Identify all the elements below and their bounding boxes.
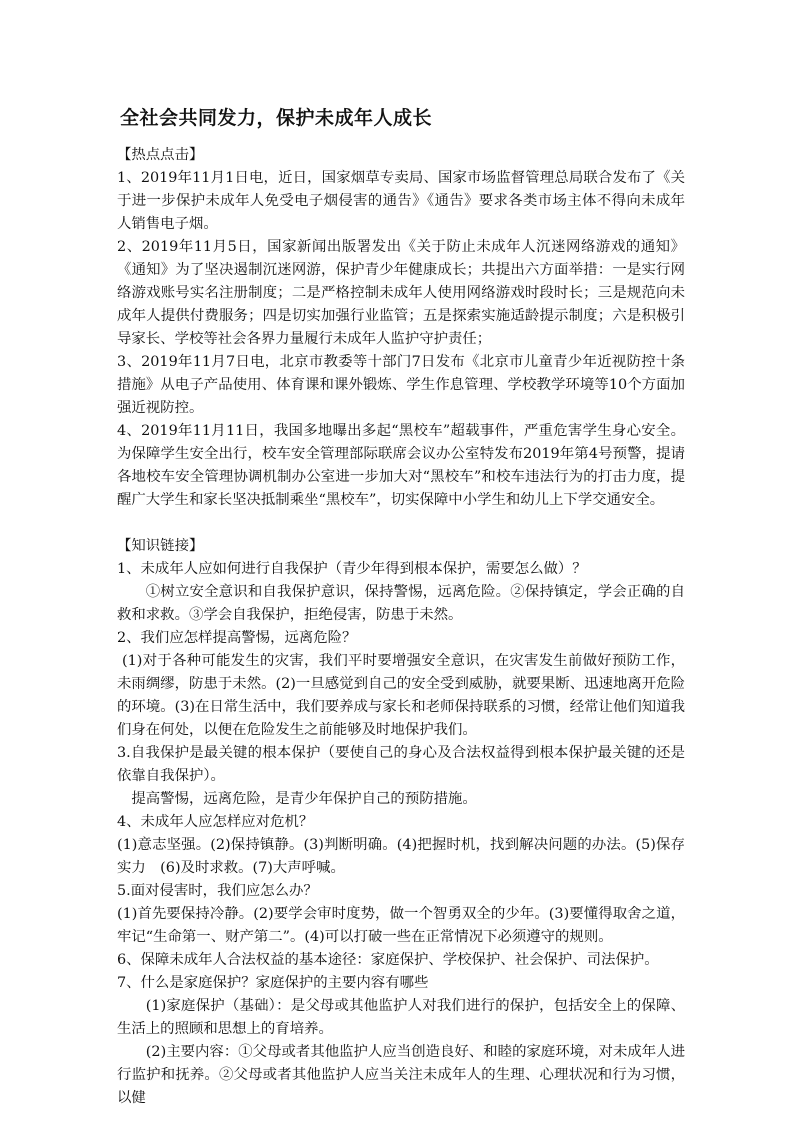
question-1: 1、未成年人应如何进行自我保护（青少年得到根本保护，需要怎么做）？ [117,561,587,577]
question-6: 6、保障未成年人合法权益的基本途径：家庭保护、学校保护、社会保护、司法保护。 [117,952,659,968]
answer-4: (1)意志坚强。(2)保持镇静。(3)判断明确。(4)把握时机，找到解决问题的办法。(5)保存实力 (6)及时求救。(7)大声呼喊。 [117,837,685,876]
answer-1: ①树立安全意识和自我保护意识，保持警惕，远离危险。②保持镇定，学会正确的自救和求救。③学会自我保护，拒绝侵害，防患于未然。 [117,584,685,623]
answer-2: (1)对于各种可能发生的灾害，我们平时要增强安全意识，在灾害发生前做好预防工作，未雨绸缪，防患于未然。(2)一旦感觉到自己的安全受到威胁，就要果断、迅速地离开危险的环境。(3)在日常生活中，我们要养成与家长和老师保持联系的习惯，经常让他们知道我们身在何处，以便在危险发生之前能够及时地保护我们。 [117,653,685,738]
hot-section-heading: 【热点点击】 [117,147,204,163]
answer-7-definition: (1)家庭保护（基础）：是父母或其他监护人对我们进行的保护，包括安全上的保障、生活上的照顾和思想上的育培养。 [117,998,685,1037]
knowledge-section-heading: 【知识链接】 [117,538,204,554]
question-7: 7、什么是家庭保护？家庭保护的主要内容有哪些 [117,975,429,991]
page-title: 全社会共同发力，保护未成年人成长 [120,107,433,129]
hot-item-2: 2、2019年11月5日，国家新闻出版署发出《关于防止未成年人沉迷网络游戏的通知》《通知》为了坚决遏制沉迷网游，保护青少年健康成长；共提出六方面举措：一是实行网络游戏账号实名注册制度；二是严格控制未成年人使用网络游戏时段时长；三是规范向未成年人提供付费服务；四是切实加强行业监管；五是探索实施适龄提示制度；六是积极引导家长、学校等社会各界力量履行未成年人监护守护责任； [117,239,685,347]
section-spacer [117,512,685,535]
hot-item-1: 1、2019年11月1日电，近日，国家烟草专卖局、国家市场监督管理总局联合发布了《关于进一步保护未成年人免受电子烟侵害的通告》《通告》要求各类市场主体不得向未成年人销售电子烟。 [117,170,685,232]
hot-item-3: 3、2019年11月7日电，北京市教委等十部门7日发布《北京市儿童青少年近视防控十条措施》从电子产品使用、体育课和课外锻炼、学生作息管理、学校教学环境等10个方面加强近视防控。 [117,354,685,416]
answer-3: 提高警惕，远离危险，是青少年保护自己的预防措施。 [131,791,477,807]
question-3: 3.自我保护是最关键的根本保护（要使自己的身心及合法权益得到根本保护最关键的还是依靠自我保护）。 [117,745,685,784]
hot-item-4: 4、2019年11月11日，我国多地曝出多起“黑校车”超载事件，严重危害学生身心安全。为保障学生安全出行，校车安全管理部际联席会议办公室特发布2019年第4号预警，提请各地校车安全管理协调机制办公室进一步加大对“黑校车”和校车违法行为的打击力度，提醒广大学生和家长坚决抵制乘坐“黑校车”，切实保障中小学生和幼儿上下学交通安全。 [117,423,685,508]
answer-7-content: (2)主要内容：①父母或者其他监护人应当创造良好、和睦的家庭环境，对未成年人进行监护和抚养。②父母或者其他监护人应当关注未成年人的生理、心理状况和行为习惯，以健 [117,1044,685,1106]
question-5: 5.面对侵害时，我们应怎么办？ [117,883,318,899]
question-2: 2、我们应怎样提高警惕，远离危险？ [117,630,357,646]
question-4: 4、未成年人应怎样应对危机？ [117,814,314,830]
document-body [117,144,685,1110]
answer-5: (1)首先要保持冷静。(2)要学会审时度势，做一个智勇双全的少年。(3)要懂得取舍之道，牢记“生命第一、财产第二”。(4)可以打破一些在正常情况下必须遵守的规则。 [117,906,685,945]
